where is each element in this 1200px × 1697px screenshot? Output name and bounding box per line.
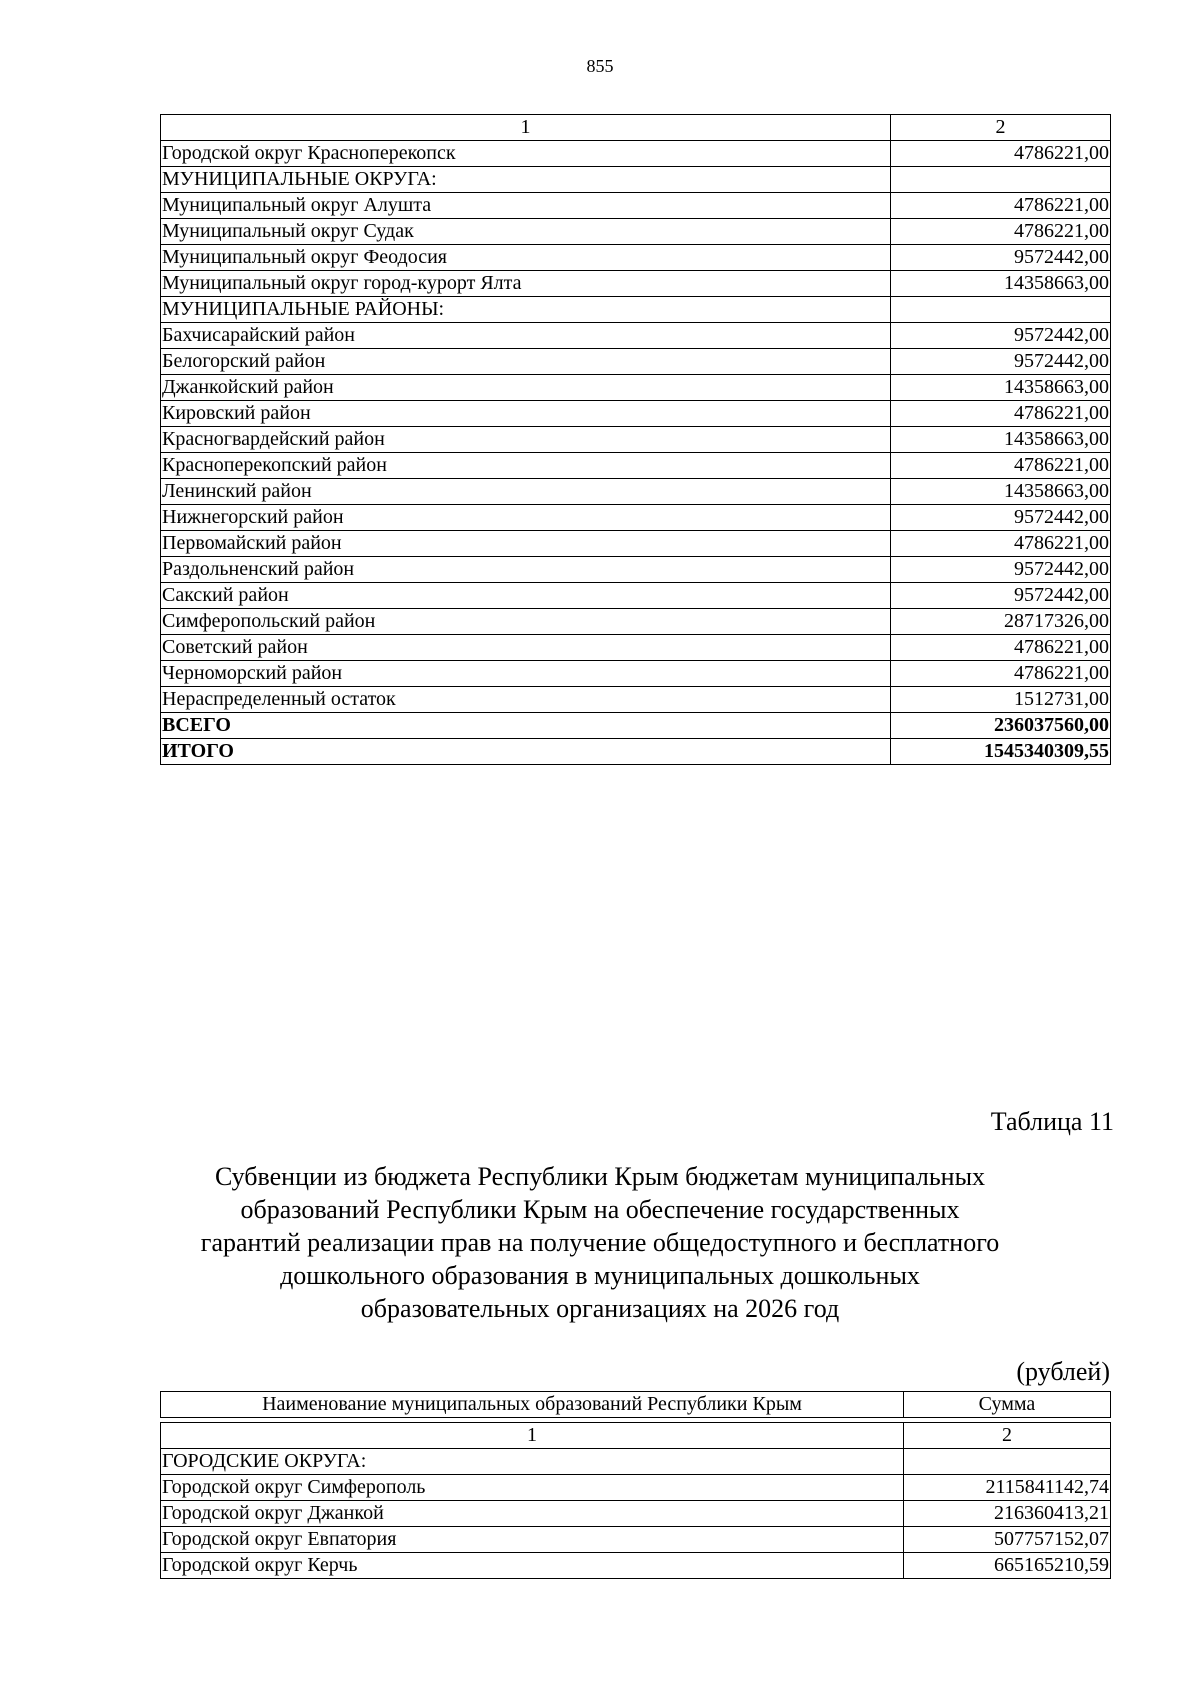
table-title-line: образовательных организациях на 2026 год [360, 1294, 840, 1323]
row-name: Красногвардейский район [161, 427, 891, 453]
row-name: Раздольненский район [161, 557, 891, 583]
row-name: Муниципальный округ Судак [161, 219, 891, 245]
table-row [161, 557, 1111, 583]
row-value: 2115841142,74 [904, 1475, 1111, 1501]
row-name: ГОРОДСКИЕ ОКРУГА: [161, 1449, 904, 1475]
page-number: 855 [586, 56, 614, 76]
table-row [161, 349, 1111, 375]
table-row [161, 1475, 1111, 1501]
row-value: 14358663,00 [891, 271, 1111, 297]
row-name: Кировский район [161, 401, 891, 427]
row-name: Городской округ Красноперекопск [161, 141, 891, 167]
table-title-line: образований Республики Крым на обеспечение государственных [240, 1195, 960, 1224]
column-number-row [161, 115, 1111, 141]
row-name: Белогорский район [161, 349, 891, 375]
subvention-table [160, 1391, 1111, 1579]
table-title-line: гарантий реализации прав на получение общедоступного и бесплатного [200, 1228, 1000, 1257]
row-value: 9572442,00 [891, 323, 1111, 349]
column-number-2: 2 [904, 1423, 1111, 1449]
column-number-2: 2 [891, 115, 1111, 141]
row-name: Бахчисарайский район [161, 323, 891, 349]
table-row [161, 1501, 1111, 1527]
table-row [161, 1553, 1111, 1579]
row-name: Нераспределенный остаток [161, 687, 891, 713]
row-value: 4786221,00 [891, 661, 1111, 687]
table-row [161, 219, 1111, 245]
table-row [161, 375, 1111, 401]
row-name: Городской округ Керчь [161, 1553, 904, 1579]
table-row [161, 167, 1111, 193]
table-row [161, 1449, 1111, 1475]
row-value: 9572442,00 [891, 505, 1111, 531]
total-row [161, 713, 1111, 739]
row-value: 665165210,59 [904, 1553, 1111, 1579]
column-number-1: 1 [161, 1423, 904, 1449]
row-name: Советский район [161, 635, 891, 661]
row-value: 14358663,00 [891, 427, 1111, 453]
table-title [150, 1160, 1050, 1325]
header-name: Наименование муниципальных образований Республики Крым [161, 1392, 904, 1418]
table-row [161, 583, 1111, 609]
table-row [161, 531, 1111, 557]
row-name: Городской округ Симферополь [161, 1475, 904, 1501]
row-name: Городской округ Евпатория [161, 1527, 904, 1553]
row-name: МУНИЦИПАЛЬНЫЕ ОКРУГА: [161, 167, 891, 193]
row-value: 4786221,00 [891, 453, 1111, 479]
grand-total-row [161, 739, 1111, 765]
row-name: Симферопольский район [161, 609, 891, 635]
table-row [161, 193, 1111, 219]
table-title-line: Субвенции из бюджета Республики Крым бюджетам муниципальных [214, 1162, 986, 1191]
row-value: 4786221,00 [891, 193, 1111, 219]
row-name: Черноморский район [161, 661, 891, 687]
row-value: 14358663,00 [891, 375, 1111, 401]
table-row [161, 427, 1111, 453]
table-row [161, 479, 1111, 505]
row-value: 4786221,00 [891, 401, 1111, 427]
row-value: 507757152,07 [904, 1527, 1111, 1553]
table-title-line: дошкольного образования в муниципальных дошкольных [280, 1261, 920, 1290]
table-row [161, 141, 1111, 167]
row-name: Сакский район [161, 583, 891, 609]
row-value: 4786221,00 [891, 531, 1111, 557]
row-name: Муниципальный округ город-курорт Ялта [161, 271, 891, 297]
row-name: Муниципальный округ Феодосия [161, 245, 891, 271]
row-value: 9572442,00 [891, 245, 1111, 271]
row-value: 9572442,00 [891, 349, 1111, 375]
table-label: Таблица 11 [990, 1107, 1114, 1136]
column-number-row [161, 1423, 1111, 1449]
row-value: 4786221,00 [891, 635, 1111, 661]
row-name: Муниципальный округ Алушта [161, 193, 891, 219]
row-value: 1512731,00 [891, 687, 1111, 713]
units-label: (рублей) [1016, 1357, 1110, 1386]
row-name: Первомайский район [161, 531, 891, 557]
table-row [161, 245, 1111, 271]
column-number-1: 1 [161, 115, 891, 141]
continued-budget-table [160, 114, 1111, 765]
table-row [161, 401, 1111, 427]
row-value: 216360413,21 [904, 1501, 1111, 1527]
row-value [891, 297, 1111, 323]
row-value [891, 167, 1111, 193]
table-row [161, 687, 1111, 713]
total-value: 236037560,00 [891, 713, 1111, 739]
table-row [161, 661, 1111, 687]
grand-total-value: 1545340309,55 [891, 739, 1111, 765]
table-row [161, 635, 1111, 661]
table-row [161, 505, 1111, 531]
row-name: Городской округ Джанкой [161, 1501, 904, 1527]
row-name: Нижнегорский район [161, 505, 891, 531]
row-value: 28717326,00 [891, 609, 1111, 635]
row-value: 4786221,00 [891, 219, 1111, 245]
row-value: 9572442,00 [891, 557, 1111, 583]
row-name: Джанкойский район [161, 375, 891, 401]
table-row [161, 1527, 1111, 1553]
row-name: Ленинский район [161, 479, 891, 505]
row-value: 9572442,00 [891, 583, 1111, 609]
table-row [161, 323, 1111, 349]
header-row [161, 1392, 1111, 1418]
table-row [161, 297, 1111, 323]
row-value [904, 1449, 1111, 1475]
grand-total-label: ИТОГО [161, 739, 891, 765]
row-name: Красноперекопский район [161, 453, 891, 479]
row-value: 14358663,00 [891, 479, 1111, 505]
header-sum: Сумма [904, 1392, 1111, 1418]
table-row [161, 453, 1111, 479]
table-row [161, 271, 1111, 297]
row-value: 4786221,00 [891, 141, 1111, 167]
table-row [161, 609, 1111, 635]
row-name: МУНИЦИПАЛЬНЫЕ РАЙОНЫ: [161, 297, 891, 323]
total-label: ВСЕГО [161, 713, 891, 739]
